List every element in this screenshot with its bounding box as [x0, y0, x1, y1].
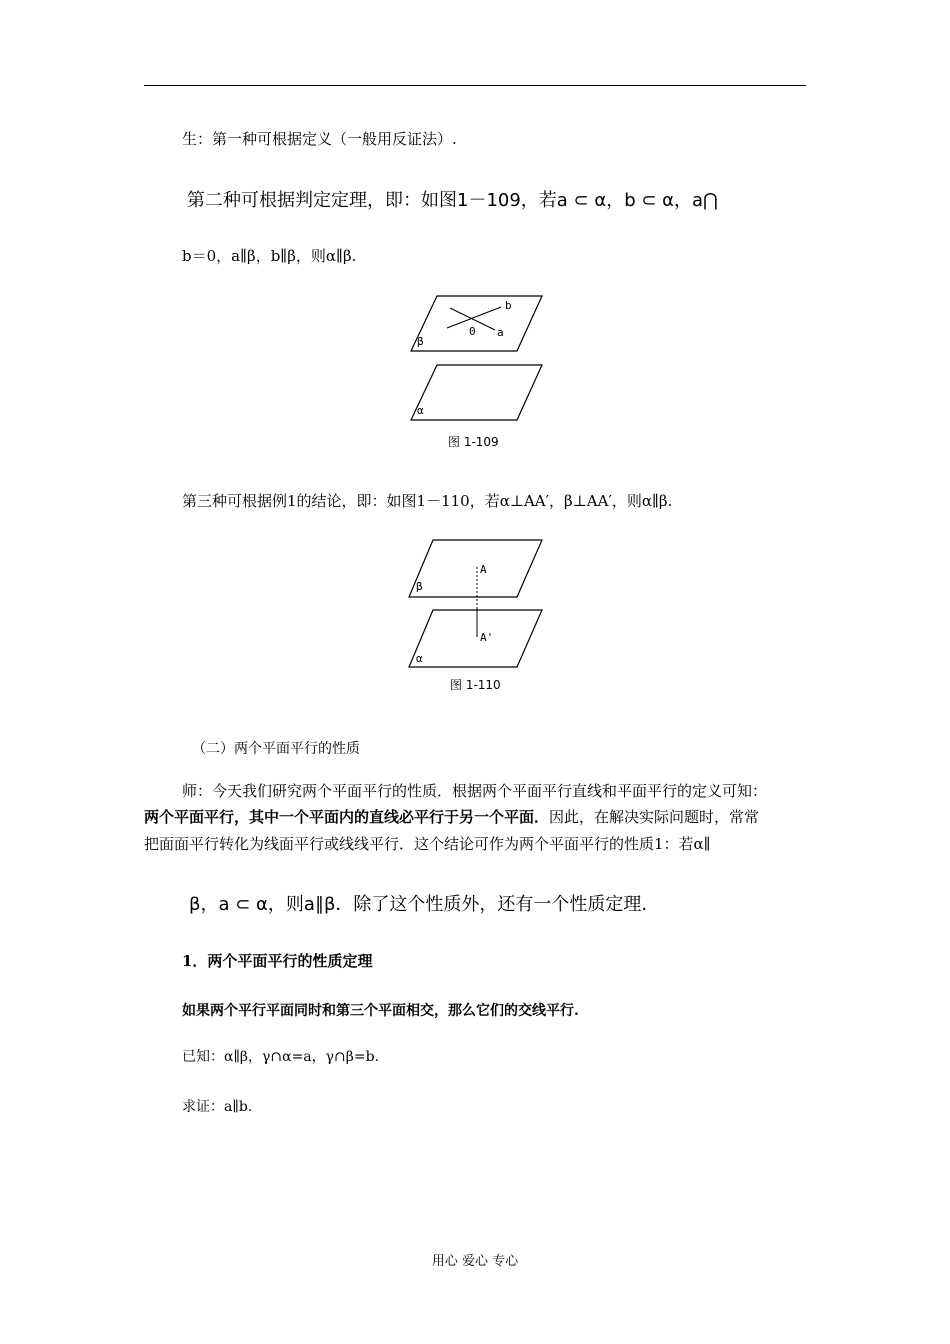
plane-alpha-shape	[411, 365, 542, 420]
label-alpha: α	[417, 404, 424, 417]
text-line-8: 把面面平行转化为线面平行或线线平行．这个结论可作为两个平面平行的性质1：若α∥	[144, 835, 711, 853]
plane-alpha-shape	[409, 610, 542, 667]
label-alpha: α	[416, 652, 423, 665]
text-line-7	[144, 806, 759, 827]
bold-statement: 两个平面平行，其中一个平面内的直线必平行于另一个平面．	[144, 808, 550, 826]
text-line-6: 师：今天我们研究两个平面平行的性质．根据两个平面平行直线和平面平行的定义可知：	[182, 782, 768, 800]
theorem-statement: 如果两个平行平面同时和第三个平面相交，那么它们的交线平行.	[182, 1003, 579, 1019]
figure-1-110-caption: 图 1-110	[450, 678, 501, 692]
label-a: a	[497, 326, 504, 339]
page-footer: 用心 爱心 专心	[431, 1254, 519, 1269]
label-b: b	[505, 299, 512, 312]
label-A-prime: A'	[480, 631, 494, 644]
section-heading-2: （二）两个平面平行的性质	[192, 741, 360, 757]
theorem-heading: 1．两个平面平行的性质定理	[182, 952, 373, 970]
text-line-7-rest: 因此，在解决实际问题时，常常	[549, 808, 760, 826]
figure-1-110	[405, 537, 550, 672]
label-o: 0	[469, 325, 476, 338]
header-rule	[144, 85, 806, 86]
figure-1-109	[405, 290, 550, 425]
plane-beta-shape	[411, 296, 542, 351]
label-beta: β	[416, 580, 423, 593]
plane-beta-shape	[409, 540, 542, 597]
given-line: 已知：α∥β，γ∩α=a，γ∩β=b.	[182, 1049, 379, 1065]
text-line-4: 第三种可根据例1的结论，即：如图1－110，若α⊥AA′，β⊥AA′，则α∥β.	[182, 492, 673, 510]
text-line-9: β，a ⊂ α，则a∥β．除了这个性质外，还有一个性质定理.	[189, 894, 648, 915]
figure-1-109-caption: 图 1-109	[448, 435, 499, 449]
text-line-3: b＝0，a∥β，b∥β，则α∥β.	[182, 247, 357, 265]
text-line-2: 第二种可根据判定定理，即：如图1－109，若a ⊂ α，b ⊂ α，a⋂	[187, 190, 718, 211]
prove-line: 求证：a∥b.	[182, 1099, 253, 1115]
label-beta: β	[417, 335, 424, 348]
label-A: A	[480, 563, 487, 576]
text-line-1: 生：第一种可根据定义（一般用反证法）.	[182, 130, 457, 148]
